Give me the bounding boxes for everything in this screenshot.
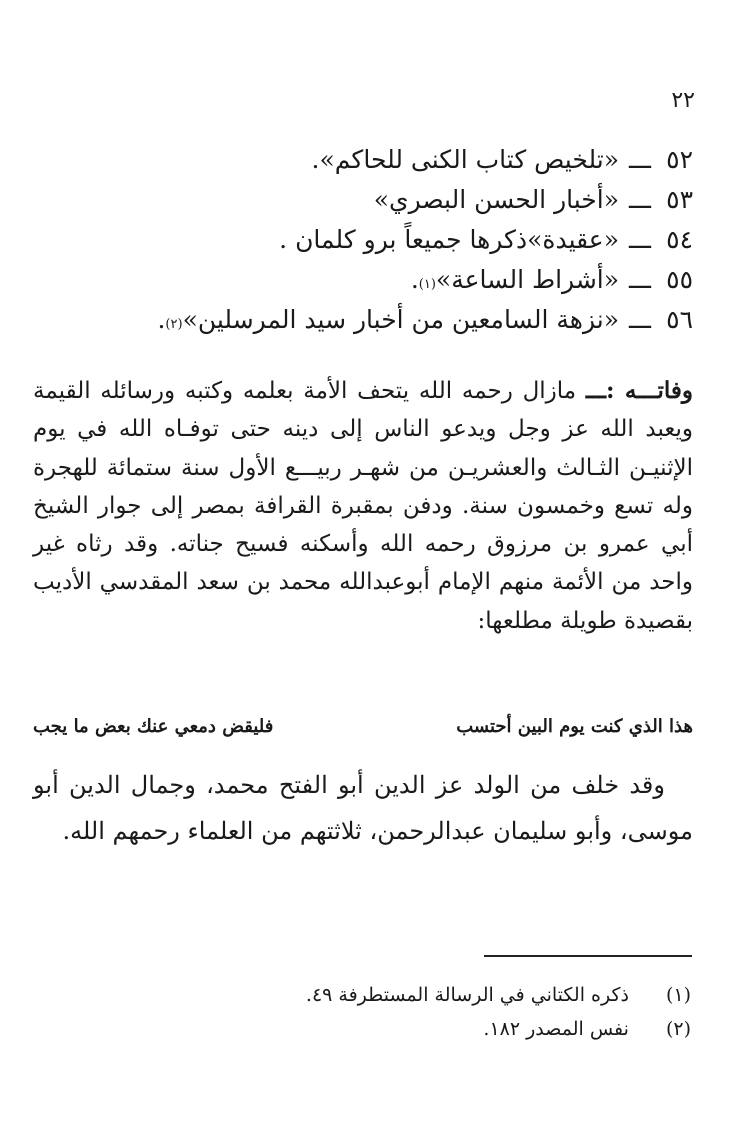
item-dash: ـــ xyxy=(629,145,651,174)
footnote-divider xyxy=(484,955,692,957)
item-dash: ـــ xyxy=(629,225,651,254)
item-number: ٥٦ xyxy=(666,305,693,334)
item-dash: ـــ xyxy=(629,185,651,214)
works-list xyxy=(133,140,693,340)
footnote-number: (١) xyxy=(665,984,691,1006)
item-title: «تلخيص كتاب الكنى للحاكم». xyxy=(311,145,620,174)
footnote xyxy=(51,978,691,1012)
list-item xyxy=(133,140,693,180)
section-heading: وفاتـــه :ـــ xyxy=(585,377,693,404)
item-number: ٥٣ xyxy=(666,185,693,214)
biography-text: مازال رحمه الله يتحف الأمة بعلمه وكتبه ورسائله القيمة ويعبد الله عز وجل ويدعو الناس إلى دينه حتى توفـاه الله في يوم الإثنيـن الثـالث والعشريـن من شهـر ربيـــع الأول سنة ستمائة للهجرة وله تسع وخمسون سنة. ودفن بمقبرة القرافة بمصر إلى جوار الشيخ أبي عمرو بن مرزوق رحمه الله وأسكنه فسيح جناته. وقد رثاه غير واحد من الأئمة منهم الإمام أبوعبدالله محمد بن سعد المقدسي الأديب بقصيدة طويلة مطلعها: xyxy=(33,378,693,634)
item-title: «أخبار الحسن البصري» xyxy=(373,185,620,214)
item-title: «عقيدة»ذكرها جميعاً برو كلمان . xyxy=(279,225,620,254)
item-tail: . xyxy=(157,305,166,334)
footnote-text: نفس المصدر ١٨٢. xyxy=(483,1018,629,1040)
item-title: «نزهة السامعين من أخبار سيد المرسلين» xyxy=(182,305,620,334)
item-tail: . xyxy=(410,265,419,294)
item-number: ٥٥ xyxy=(666,265,693,294)
list-item: ٥٥ ـــ «أشراط الساعة» (١) . xyxy=(133,260,693,300)
list-item xyxy=(133,180,693,220)
footnote-number: (٢) xyxy=(665,1018,691,1040)
footnote xyxy=(51,1012,691,1046)
verse-second-hemistich: فليقض دمعي عنك بعض ما يجب xyxy=(33,716,274,737)
verse-first-hemistich: هذا الذي كنت يوم البين أحتسب xyxy=(456,716,693,737)
offspring-paragraph: وقد خلف من الولد عز الدين أبو الفتح محمد، وجمال الدين أبو موسى، وأبو سليمان عبدالرحمن، ثلاثتهم من العلماء رحمهم الله. xyxy=(33,771,693,845)
page-number: ٢٢ xyxy=(671,88,695,113)
item-title: «أشراط الساعة» xyxy=(435,265,620,294)
list-item xyxy=(133,220,693,260)
footnotes xyxy=(51,978,691,1046)
item-number: ٥٢ xyxy=(666,145,693,174)
item-dash: ـــ xyxy=(629,265,651,294)
list-item: ٥٦ ـــ «نزهة السامعين من أخبار سيد المرسلين» (٢) . xyxy=(133,300,693,340)
biography-paragraph xyxy=(33,372,693,640)
poem-verse xyxy=(33,712,693,742)
item-dash: ـــ xyxy=(629,305,651,334)
footnote-text: ذكره الكتاني في الرسالة المستطرفة ٤٩. xyxy=(305,984,629,1006)
item-number: ٥٤ xyxy=(666,225,693,254)
